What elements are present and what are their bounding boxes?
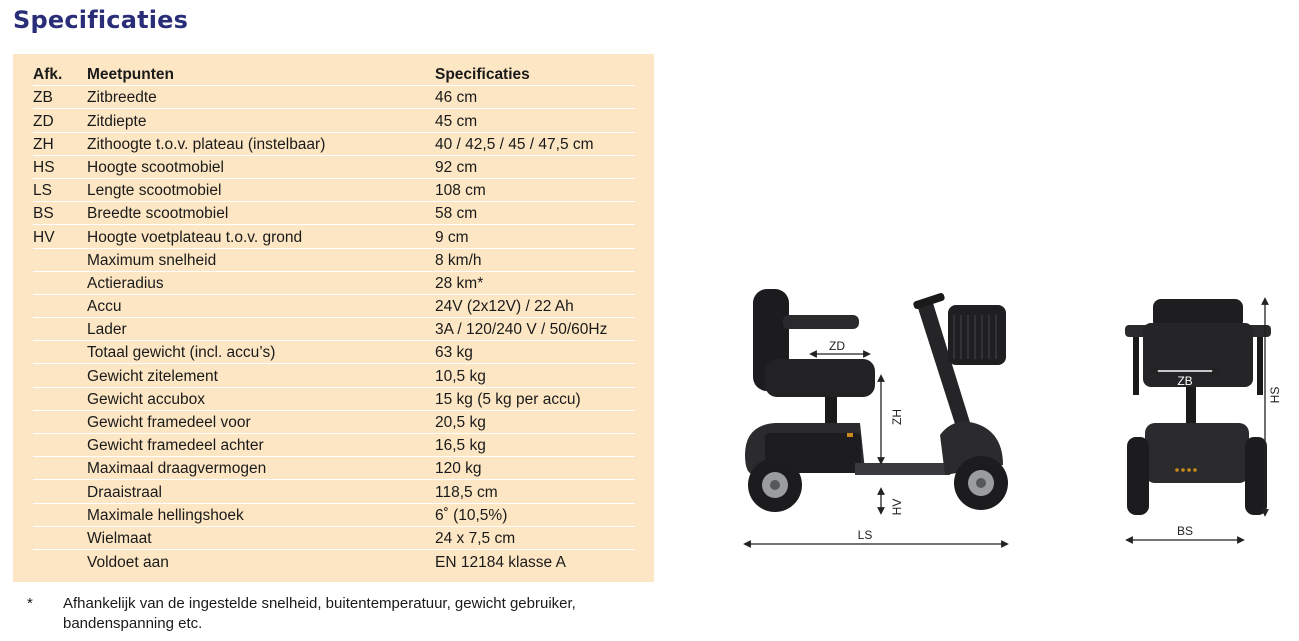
page-title: Specificaties (13, 6, 189, 34)
table-row (33, 202, 635, 225)
row-abbr: LS (33, 182, 52, 200)
row-measure-point: Maximaal draagvermogen (87, 460, 267, 478)
table-row (33, 411, 635, 434)
row-specification: 20,5 kg (435, 414, 486, 431)
row-abbr: BS (33, 205, 54, 223)
scooter-front-view (1115, 295, 1290, 550)
row-measure-point: Actieradius (87, 274, 164, 292)
table-row (33, 364, 635, 387)
table-row (33, 225, 635, 248)
row-specification: 120 kg (435, 460, 482, 478)
table-row (33, 388, 635, 411)
table-row (33, 434, 635, 457)
row-specification: 58 cm (435, 205, 478, 223)
row-measure-point: Accu (87, 298, 122, 316)
row-specification: 118,5 cm (435, 483, 498, 501)
row-abbr: ZB (33, 89, 53, 107)
label-bs: BS (1176, 524, 1194, 538)
row-abbr: HS (33, 158, 55, 176)
table-row (33, 179, 635, 202)
row-specification: 3A / 120/240 V / 50/60Hz (435, 321, 608, 339)
table-row (33, 109, 635, 132)
row-specification: 6˚ (10,5%) (435, 506, 508, 524)
row-abbr: HV (33, 228, 55, 246)
row-specification: 24 x 7,5 cm (435, 529, 516, 547)
row-measure-point: Maximale hellingshoek (87, 506, 244, 524)
table-row (33, 272, 635, 295)
label-zd: ZD (829, 339, 845, 353)
row-measure-point: Zitbreedte (87, 89, 157, 107)
row-specification: 46 cm (435, 89, 478, 107)
footnote-text: Afhankelijk van de ingestelde snelheid, buitentemperatuur, gewicht gebruiker, bandenspanning etc. (63, 595, 576, 632)
row-abbr: ZD (33, 112, 54, 130)
row-specification: 9 cm (435, 228, 469, 246)
row-measure-point: Gewicht zitelement (87, 367, 218, 385)
row-specification: 15 kg (5 kg per accu) (435, 390, 581, 408)
label-ls: LS (857, 528, 873, 542)
row-measure-point: Gewicht framedeel achter (87, 437, 264, 455)
table-row (33, 249, 635, 272)
row-specification: EN 12184 klasse A (435, 554, 566, 572)
row-measure-point: Gewicht accubox (87, 390, 206, 408)
row-measure-point: Hoogte voetplateau t.o.v. grond (87, 228, 303, 246)
table-row (33, 86, 635, 109)
table-row (33, 318, 635, 341)
spec-table (33, 63, 635, 573)
label-zh: ZH (890, 409, 904, 425)
footnote (27, 594, 643, 634)
row-measure-point: Hoogte scootmobiel (87, 158, 224, 176)
row-specification: 92 cm (435, 158, 478, 176)
row-measure-point: Draaistraal (87, 483, 162, 501)
row-measure-point: Zithoogte t.o.v. plateau (instelbaar) (87, 135, 326, 153)
table-row (33, 480, 635, 503)
label-hv: HV (890, 498, 904, 516)
row-measure-point: Zitdiepte (87, 112, 147, 130)
row-measure-point: Maximum snelheid (87, 251, 217, 269)
spec-table-panel (13, 54, 654, 582)
row-measure-point: Breedte scootmobiel (87, 205, 229, 223)
row-measure-point: Gewicht framedeel voor (87, 414, 251, 431)
table-row (33, 341, 635, 364)
table-row (33, 550, 635, 573)
row-measure-point: Wielmaat (87, 529, 152, 547)
header-measure-points: Meetpunten (87, 66, 174, 84)
header-abbr: Afk. (33, 66, 63, 84)
row-abbr: ZH (33, 135, 54, 153)
scooter-side-view (735, 285, 1025, 550)
row-specification: 40 / 42,5 / 45 / 47,5 cm (435, 135, 594, 153)
row-specification: 24V (2x12V) / 22 Ah (435, 298, 574, 316)
row-specification: 10,5 kg (435, 367, 486, 385)
row-specification: 108 cm (435, 182, 486, 200)
header-specifications: Specificaties (435, 66, 530, 84)
row-measure-point: Voldoet aan (87, 554, 169, 572)
row-specification: 63 kg (435, 344, 473, 362)
table-row (33, 504, 635, 527)
label-hs: HS (1268, 386, 1282, 404)
row-specification: 16,5 kg (435, 437, 486, 455)
label-zb: ZB (1177, 374, 1193, 388)
row-measure-point: Lengte scootmobiel (87, 182, 222, 200)
footnote-mark: * (27, 595, 33, 612)
table-row (33, 457, 635, 480)
row-specification: 45 cm (435, 112, 478, 130)
row-specification: 8 km/h (435, 251, 482, 269)
table-row (33, 295, 635, 318)
table-header-row (33, 63, 635, 86)
row-measure-point: Lader (87, 321, 127, 339)
table-row (33, 156, 635, 179)
row-specification: 28 km* (435, 274, 484, 292)
row-measure-point: Totaal gewicht (incl. accu’s) (87, 344, 276, 362)
table-row (33, 133, 635, 156)
table-row (33, 527, 635, 550)
